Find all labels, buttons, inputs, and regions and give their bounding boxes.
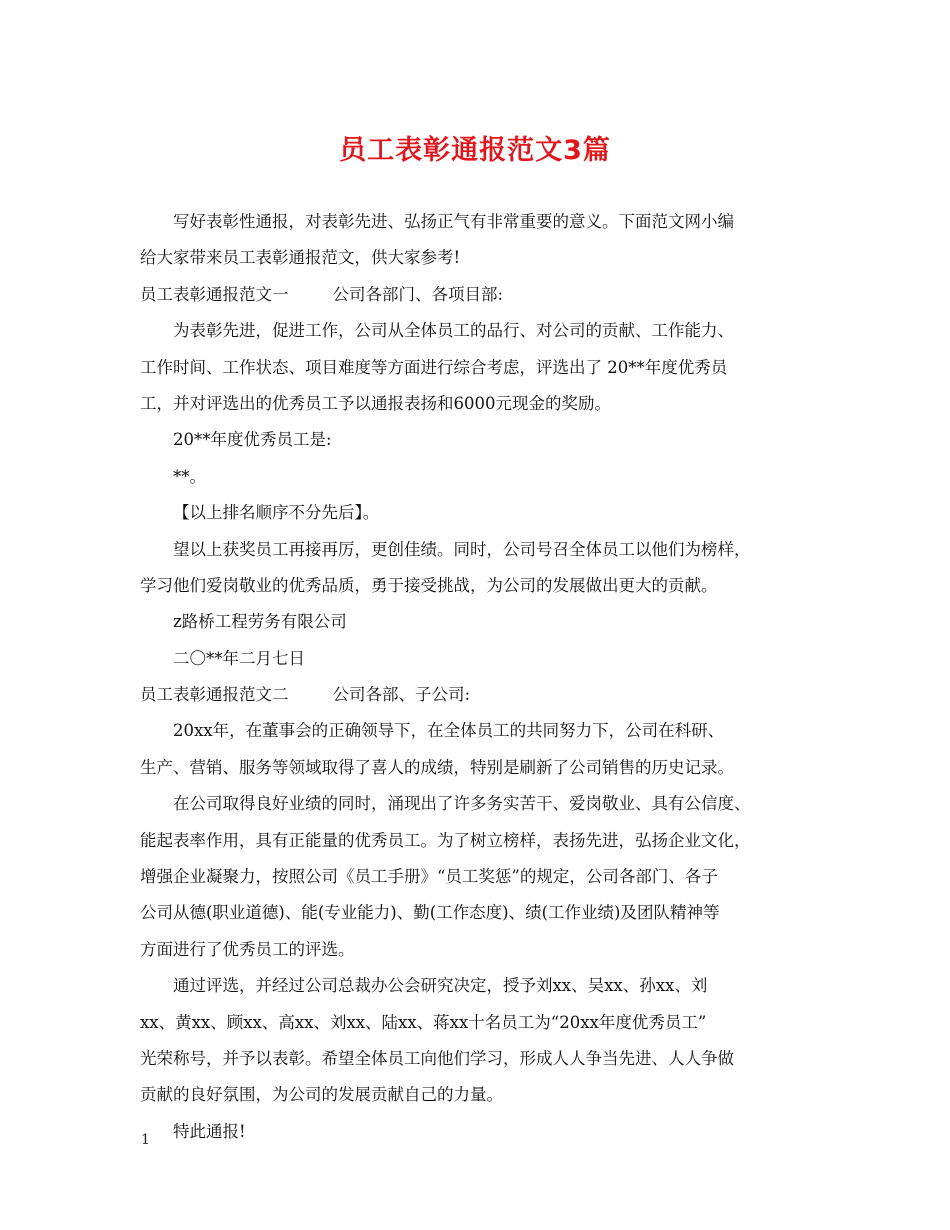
paragraph-line: 20xx年，在董事会的正确领导下，在全体员工的共同努力下，公司在科研、 (173, 721, 725, 741)
paragraph-line: 为表彰先进，促进工作，公司从全体员工的品行、对公司的贡献、工作能力、 (173, 321, 734, 341)
salutation: 公司各部门、各项目部: (332, 284, 504, 304)
section-heading: 员工表彰通报范文一 (140, 284, 289, 304)
paragraph-line: 增强企业凝聚力，按照公司《员工手册》“员工奖惩”的规定，公司各部门、各子 (140, 867, 718, 887)
page-number: 1 (141, 1132, 150, 1148)
section-heading: 员工表彰通报范文二 (140, 685, 289, 705)
paragraph-line: 写好表彰性通报，对表彰先进、弘扬正气有非常重要的意义。下面范文网小编 (173, 212, 734, 231)
paragraph-line: 公司从德(职业道德)、能(专业能力)、勤(工作态度)、绩(工作业绩)及团队精神等 (140, 903, 720, 923)
paragraph-line: 【以上排名顺序不分先后】。 (173, 503, 380, 523)
section-heading-line (140, 677, 812, 713)
document-body (140, 204, 812, 1150)
paragraph-line: 工作时间、工作状态、项目难度等方面进行综合考虑，评选出了 20**年度优秀员 (140, 357, 728, 377)
paragraph-line: 在公司取得良好业绩的同时，涌现出了许多务实苦干、爱岗敬业、具有公信度、 (173, 794, 751, 814)
paragraph-line: 望以上获奖员工再接再厉，更创佳绩。同时，公司号召全体员工以他们为榜样， (173, 539, 751, 559)
paragraph-line: 贡献的良好氛围，为公司的发展贡献自己的力量。 (140, 1085, 503, 1105)
paragraph-line: 20**年度优秀员工是: (173, 430, 332, 450)
paragraph-line: 生产、营销、服务等领域取得了喜人的成绩，特别是刷新了公司销售的历史记录。 (140, 757, 734, 777)
document-title: 员工表彰通报范文3篇 (339, 135, 611, 166)
paragraph-line: xx、黄xx、顾xx、高xx、刘xx、陆xx、蒋xx十名员工为“20xx年度优秀员工” (140, 1012, 707, 1032)
paragraph-line: 方面进行了优秀员工的评选。 (140, 939, 355, 959)
paragraph-line: 通过评选，并经过公司总裁办公会研究决定，授予刘xx、吴xx、孙xx、刘 (173, 976, 708, 996)
paragraph-line: 学习他们爱岗敬业的优秀品质，勇于接受挑战，为公司的发展做出更大的贡献。 (140, 575, 718, 595)
section-heading-line (140, 277, 812, 313)
signature-date: 二〇**年二月七日 (173, 648, 305, 668)
salutation: 公司各部、子公司: (332, 685, 471, 705)
paragraph-line: 特此通报! (173, 1121, 246, 1141)
paragraph-line: 光荣称号，并予以表彰。希望全体员工向他们学习，形成人人争当先进、人人争做 (140, 1048, 734, 1068)
paragraph-line: 给大家带来员工表彰通报范文，供大家参考! (140, 248, 461, 268)
paragraph-line: 工，并对评选出的优秀员工予以通报表扬和6000元现金的奖励。 (140, 393, 611, 413)
paragraph-line: **。 (173, 466, 206, 486)
paragraph-line: 能起表率作用，具有正能量的优秀员工。为了树立榜样，表扬先进，弘扬企业文化， (140, 830, 751, 850)
signature-company: z路桥工程劳务有限公司 (173, 612, 347, 632)
